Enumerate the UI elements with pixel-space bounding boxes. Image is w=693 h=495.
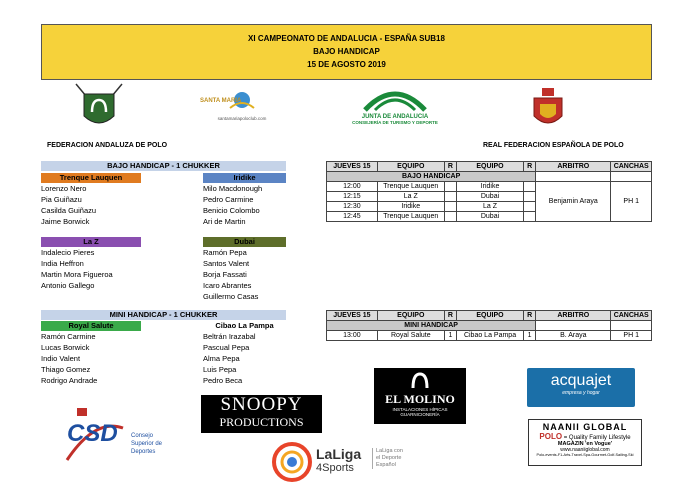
laliga-name: LaLiga	[316, 446, 362, 462]
federacion-andaluza-logo	[72, 82, 126, 132]
csd-sub2: Superior de	[131, 441, 163, 447]
player: Casilda Guiñazu	[41, 206, 97, 215]
match-score2: 1	[524, 331, 536, 341]
field: PH 1	[611, 331, 652, 341]
acquajet-name: acquajet	[550, 372, 612, 389]
col-header: R	[444, 311, 456, 321]
player: Pia Guiñazu	[41, 195, 82, 204]
team-name: La Z	[41, 237, 141, 247]
snoopy-productions-logo	[201, 395, 322, 433]
match-team1: Trenque Lauquen	[377, 212, 444, 222]
col-header: CANCHAS	[611, 311, 652, 321]
player: Lorenzo Nero	[41, 184, 87, 193]
molino-name: EL MOLINO	[385, 392, 455, 406]
player: Pedro Beca	[203, 376, 243, 385]
rfep-caption: REAL FEDERACION ESPAÑOLA DE POLO	[483, 142, 624, 149]
team-name: Dubai	[203, 237, 286, 247]
table-row	[327, 331, 652, 341]
event-title: XI CAMPEONATO DE ANDALUCIA - ESPAÑA SUB18	[248, 34, 445, 43]
player: Antonio Gallego	[41, 281, 95, 290]
table-row	[327, 182, 652, 192]
team-trenque-lauquen	[41, 173, 141, 227]
col-header: JUEVES 15	[327, 311, 378, 321]
csd-sub3: Deportes	[131, 449, 156, 455]
federacion-andaluza-caption: FEDERACION ANDALUZA DE POLO	[47, 142, 168, 149]
player: Pedro Carmine	[203, 195, 254, 204]
match-team1: Iridike	[377, 202, 444, 212]
match-team2: Cibao La Pampa	[457, 331, 524, 341]
bajo-handicap-header: BAJO HANDICAP - 1 CHUKKER	[41, 161, 286, 171]
col-header: R	[444, 162, 456, 172]
match-team1: Royal Salute	[377, 331, 444, 341]
col-header: R	[524, 311, 536, 321]
team-name: Iridike	[203, 173, 286, 183]
player: Borja Fassati	[203, 270, 247, 279]
player: Ramón Carmine	[41, 332, 96, 341]
santa-maria-url: santamariapoloclub.com	[217, 116, 267, 121]
naanii-name: NAANII GLOBAL	[542, 422, 628, 432]
molino-sub2: GUARNICIONERÍA	[400, 412, 440, 417]
player: Milo Macdonough	[203, 184, 263, 193]
team-name: Trenque Lauquen	[41, 173, 141, 183]
player: Indio Valent	[41, 354, 81, 363]
mini-handicap-header: MINI HANDICAP - 1 CHUKKER	[41, 310, 286, 320]
naanii-magazin: MAGAZIN 'en Vogue'	[557, 441, 613, 447]
col-header: EQUIPO	[457, 311, 524, 321]
laliga-tag3: Español	[376, 462, 396, 468]
player: Thiago Gomez	[41, 365, 91, 374]
section-label: BAJO HANDICAP	[327, 172, 536, 182]
naanii-global-logo	[528, 419, 642, 466]
team-dubai	[203, 237, 286, 302]
player: Pascual Pepa	[203, 343, 250, 352]
acquajet-sub: empresa y hogar	[562, 390, 600, 396]
naanii-tagline: = Quality Family Lifestyle	[563, 435, 631, 441]
event-category: BAJO HANDICAP	[313, 47, 380, 56]
match-team2: Iridike	[457, 182, 524, 192]
naanii-url: www.naaniiglobal.com	[560, 447, 610, 453]
event-date: 15 DE AGOSTO 2019	[307, 60, 386, 69]
player: Jaime Borwick	[41, 217, 90, 226]
santa-maria-logo	[196, 90, 288, 128]
naanii-topics: Polo-events-F1-Arts-Travel-Spa-Gourmet-Golf-Sailing-Ski	[536, 453, 634, 457]
match-time: 12:30	[327, 202, 378, 212]
match-time: 12:15	[327, 192, 378, 202]
santa-maria-text: SANTA MARIA	[200, 98, 242, 104]
team-cibao-la-pampa	[203, 321, 286, 386]
player: Alma Pepa	[203, 354, 240, 363]
player: Guillermo Casas	[203, 292, 259, 301]
match-time: 13:00	[327, 331, 378, 341]
match-team1: La Z	[377, 192, 444, 202]
col-header: EQUIPO	[377, 162, 444, 172]
laliga-tag2: el Deporte	[376, 455, 402, 461]
referee: Benjamin Araya	[536, 182, 611, 222]
team-name: Cibao La Pampa	[203, 321, 286, 331]
laliga-sub: 4Sports	[316, 462, 354, 474]
match-team2: La Z	[457, 202, 524, 212]
junta-line1: JUNTA DE ANDALUCIA	[361, 114, 429, 120]
field: PH 1	[611, 182, 652, 222]
table-header-row	[327, 162, 652, 172]
player: Ramón Pepa	[203, 248, 247, 257]
team-iridike	[203, 173, 286, 227]
section-label: MINI HANDICAP	[327, 321, 536, 331]
junta-andalucia-logo	[345, 86, 445, 134]
match-team2: Dubai	[457, 212, 524, 222]
bajo-schedule-table	[326, 161, 652, 222]
player: Icaro Abrantes	[203, 281, 252, 290]
col-header: CANCHAS	[611, 162, 652, 172]
team-name: Royal Salute	[41, 321, 141, 331]
player: Beltrán Irazabal	[203, 332, 256, 341]
rfep-logo	[526, 86, 570, 132]
laliga-tag1: LaLiga con	[376, 448, 403, 454]
referee: B. Araya	[536, 331, 611, 341]
player: Ari de Martin	[203, 217, 246, 226]
team-royal-salute	[41, 321, 141, 386]
team-la-z	[41, 237, 141, 291]
player: India Heffron	[41, 259, 84, 268]
naanii-polo: POLO	[539, 432, 563, 441]
player: Indalecio Pieres	[41, 248, 95, 257]
player: Rodrigo Andrade	[41, 376, 98, 385]
acquajet-logo	[527, 368, 635, 407]
player: Luis Pepa	[203, 365, 237, 374]
col-header: R	[524, 162, 536, 172]
col-header: JUEVES 15	[327, 162, 378, 172]
match-team1: Trenque Lauquen	[377, 182, 444, 192]
csd-name: CSD	[67, 420, 118, 447]
el-molino-logo	[374, 368, 466, 424]
col-header: EQUIPO	[377, 311, 444, 321]
match-score1: 1	[444, 331, 456, 341]
junta-line2: CONSEJERÍA DE TURISMO Y DEPORTE	[352, 120, 438, 125]
player: Benicio Colombo	[203, 206, 260, 215]
laliga-4sports-logo	[272, 440, 422, 484]
match-time: 12:00	[327, 182, 378, 192]
col-header: ARBITRO	[536, 311, 611, 321]
csd-sub1: Consejo	[131, 433, 154, 439]
section-row	[327, 172, 652, 182]
snoopy-name: SNOOPY	[220, 394, 303, 415]
snoopy-sub: PRODUCTIONS	[219, 415, 304, 429]
col-header: EQUIPO	[457, 162, 524, 172]
match-time: 12:45	[327, 212, 378, 222]
match-team2: Dubai	[457, 192, 524, 202]
csd-logo	[65, 408, 175, 466]
player: Martin Mora Figueroa	[41, 270, 113, 279]
player: Santos Valent	[203, 259, 250, 268]
player: Lucas Borwick	[41, 343, 90, 352]
table-header-row	[327, 311, 652, 321]
molino-sub: INSTALACIONES HÍPICAS	[392, 407, 448, 412]
event-title-box	[41, 24, 652, 80]
col-header: ARBITRO	[536, 162, 611, 172]
mini-schedule-table	[326, 310, 652, 341]
section-row	[327, 321, 652, 331]
